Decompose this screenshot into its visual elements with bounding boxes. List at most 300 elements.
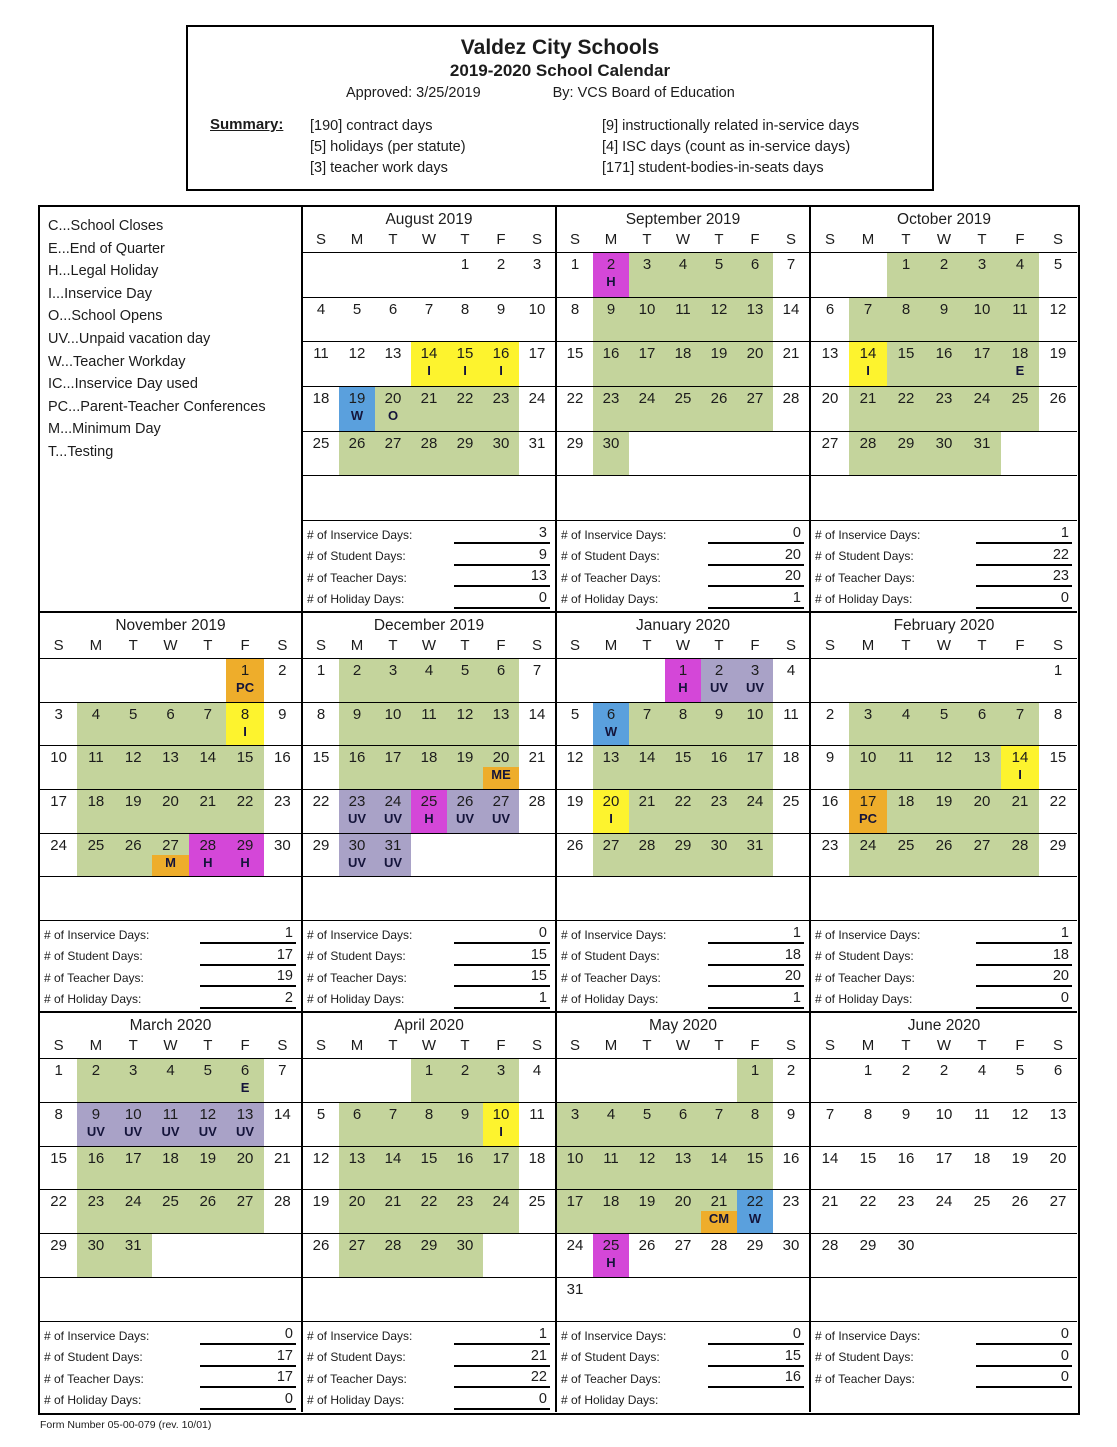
day-number: 22 — [746, 1193, 764, 1211]
day-code: H — [606, 1255, 616, 1271]
day-cell — [339, 1103, 375, 1146]
day-cell — [1001, 1234, 1039, 1277]
day-cell — [447, 1278, 483, 1321]
weekday-label: W — [675, 231, 691, 248]
day-cell — [339, 342, 375, 386]
day-number: 15 — [312, 749, 330, 767]
month-grid — [303, 659, 555, 921]
day-code — [1001, 724, 1039, 746]
day-code — [887, 274, 925, 297]
day-cell — [40, 1103, 77, 1146]
day-code — [375, 363, 411, 386]
weekday-label: W — [421, 1037, 437, 1054]
weekday-header — [557, 231, 809, 253]
week-row — [557, 1234, 809, 1278]
day-number: 7 — [825, 1105, 835, 1123]
day-cell — [811, 1059, 849, 1102]
summary-item: [3] teacher work days — [310, 160, 448, 176]
weekday-label: M — [604, 637, 618, 654]
day-number: 28 — [782, 390, 800, 407]
stat-value: 1 — [454, 1326, 550, 1345]
day-number: 18 — [420, 749, 438, 767]
week-row — [811, 387, 1077, 432]
stat-value: 13 — [454, 568, 550, 587]
stat-value: 18 — [708, 947, 804, 966]
day-code — [773, 319, 809, 342]
day-code: ME — [483, 767, 519, 789]
day-cell — [152, 1278, 189, 1321]
day-number: 24 — [973, 390, 991, 407]
day-code: UV — [347, 854, 367, 870]
day-number: 16 — [87, 1149, 105, 1167]
week-row — [557, 790, 809, 834]
day-code — [115, 1255, 152, 1277]
week-row — [557, 1103, 809, 1147]
day-code — [375, 724, 411, 746]
summary-block — [188, 116, 932, 179]
day-code — [303, 680, 339, 702]
weekday-label: T — [977, 637, 987, 654]
day-number: 13 — [384, 345, 402, 363]
day-number: 27 — [602, 836, 620, 854]
stat-label: # of Inservice Days: — [307, 527, 413, 542]
day-code — [701, 1124, 737, 1146]
day-code — [411, 680, 447, 702]
day-number: 7 — [863, 300, 873, 318]
day-cell — [447, 387, 483, 431]
stat-label: # of Holiday Days: — [44, 992, 142, 1007]
day-number: 1 — [424, 1062, 434, 1079]
day-code — [701, 811, 737, 833]
week-row — [40, 703, 301, 747]
day-cell — [375, 298, 411, 342]
day-number: 13 — [821, 345, 839, 363]
day-number: 9 — [496, 300, 506, 318]
day-cell — [483, 1059, 519, 1102]
day-number: 5 — [642, 1105, 652, 1123]
day-cell — [77, 1103, 114, 1146]
day-cell — [226, 1278, 263, 1321]
day-number: 1 — [240, 662, 250, 679]
day-cell — [665, 298, 701, 342]
day-cell — [963, 1147, 1001, 1190]
week-row — [557, 1059, 809, 1103]
day-number: 25 — [1011, 390, 1029, 407]
day-number: 15 — [236, 749, 254, 767]
day-cell — [519, 253, 555, 297]
day-code — [447, 680, 483, 702]
stat-label: # of Inservice Days: — [44, 1328, 150, 1343]
day-code: H — [606, 274, 616, 289]
day-code — [811, 1255, 849, 1277]
summary-item: [190] contract days — [310, 118, 433, 134]
day-cell — [737, 659, 773, 702]
day-code — [483, 680, 519, 702]
day-code — [152, 1168, 189, 1190]
day-number: 27 — [973, 836, 991, 854]
day-cell — [557, 1059, 593, 1102]
day-code — [737, 811, 773, 833]
week-row — [811, 1234, 1077, 1278]
day-number: 14 — [821, 1149, 839, 1167]
day-code — [701, 855, 737, 877]
day-cell — [737, 253, 773, 297]
day-code — [811, 1168, 849, 1190]
form-number: Form Number 05-00-079 (rev. 10/01) — [40, 1419, 212, 1431]
day-cell — [519, 834, 555, 877]
weekday-label: T — [460, 231, 470, 248]
legend-item: I...Inservice Day — [48, 285, 152, 302]
weekday-label: W — [163, 1037, 178, 1054]
stat-value: 0 — [976, 990, 1072, 1009]
day-cell — [303, 746, 339, 789]
day-number: 29 — [746, 1237, 764, 1255]
stat-label: # of Inservice Days: — [44, 927, 150, 942]
weekday-label: T — [714, 637, 724, 654]
day-code — [925, 363, 963, 386]
day-code: UV — [491, 811, 511, 826]
weekday-label: T — [977, 231, 987, 248]
day-number: 25 — [420, 793, 438, 810]
day-number: 25 — [602, 1237, 620, 1255]
day-code — [1001, 274, 1039, 297]
day-cell — [226, 703, 263, 746]
day-cell — [447, 790, 483, 833]
stat-value: 3 — [454, 525, 550, 544]
day-number: 25 — [782, 793, 800, 810]
day-cell — [226, 1190, 263, 1233]
day-number: 12 — [199, 1105, 217, 1123]
day-number: 7 — [278, 1062, 287, 1079]
day-cell — [963, 253, 1001, 297]
day-number: 21 — [528, 749, 546, 767]
day-cell — [411, 476, 447, 520]
day-cell — [629, 432, 665, 476]
weekday-label: S — [824, 231, 835, 248]
stat-value: 0 — [976, 590, 1072, 609]
day-number: 25 — [528, 1193, 546, 1211]
weekday-label: S — [531, 231, 542, 248]
day-number: 24 — [746, 793, 764, 810]
month-stats — [557, 521, 809, 611]
weekday-label: T — [388, 231, 398, 248]
day-cell — [40, 1147, 77, 1190]
stat-label: # of Student Days: — [561, 549, 660, 564]
day-cell — [557, 432, 593, 476]
day-number: 4 — [166, 1062, 175, 1079]
day-code — [411, 453, 447, 476]
day-number: 8 — [750, 1105, 760, 1123]
day-number: 21 — [638, 793, 656, 810]
day-cell — [264, 703, 301, 746]
day-code — [849, 767, 887, 789]
day-code — [593, 767, 629, 789]
day-cell — [264, 1103, 301, 1146]
day-code — [665, 767, 701, 789]
day-number: 18 — [1011, 345, 1029, 363]
day-code: E — [240, 1080, 250, 1095]
day-number: 17 — [746, 749, 764, 767]
day-cell — [963, 476, 1001, 520]
day-code: UV — [455, 811, 475, 826]
stat-label: # of Teacher Days: — [307, 570, 407, 585]
day-code: UV — [86, 1123, 105, 1139]
week-row — [40, 1103, 301, 1147]
day-number: 30 — [456, 1237, 474, 1255]
day-cell — [737, 387, 773, 431]
day-cell — [557, 298, 593, 342]
stat-value: 0 — [200, 1391, 296, 1410]
day-number: 8 — [570, 300, 580, 318]
header-box — [186, 25, 934, 191]
stat-label: # of Inservice Days: — [815, 1328, 921, 1343]
day-cell — [483, 476, 519, 520]
day-number: 18 — [782, 749, 800, 767]
day-number: 28 — [821, 1237, 839, 1255]
day-number: 16 — [821, 793, 839, 810]
day-cell — [665, 1278, 701, 1321]
day-number: 25 — [674, 390, 692, 407]
month-march-2020 — [40, 1011, 301, 1412]
week-row — [303, 834, 555, 878]
day-cell — [447, 1103, 483, 1146]
day-cell — [811, 298, 849, 342]
day-number: 19 — [312, 1193, 330, 1211]
day-number: 7 — [714, 1105, 724, 1123]
day-code — [483, 1080, 519, 1102]
day-code: W — [350, 408, 364, 423]
stat-value: 1 — [708, 590, 804, 609]
day-code: I — [866, 363, 870, 379]
day-number: 24 — [528, 390, 546, 407]
day-cell — [483, 746, 519, 789]
day-code — [264, 1124, 301, 1146]
day-cell — [519, 298, 555, 342]
day-number: 27 — [821, 434, 839, 452]
month-title: December 2019 — [373, 617, 485, 634]
day-code — [963, 724, 1001, 746]
day-code — [773, 1080, 809, 1102]
day-number: 17 — [124, 1149, 142, 1167]
day-number: 18 — [312, 390, 330, 407]
day-cell — [593, 1190, 629, 1233]
day-number: 31 — [384, 836, 402, 854]
week-row — [811, 253, 1077, 298]
day-cell — [629, 476, 665, 520]
day-cell — [303, 834, 339, 877]
day-cell — [375, 1059, 411, 1102]
stat-row — [557, 567, 809, 589]
day-cell — [593, 1103, 629, 1146]
day-cell — [447, 1147, 483, 1190]
day-code — [737, 363, 773, 386]
weekday-label: T — [901, 231, 911, 248]
day-cell — [925, 387, 963, 431]
month-april-2020 — [301, 1011, 555, 1412]
day-code — [264, 1168, 301, 1190]
day-number: 6 — [678, 1105, 688, 1123]
day-code — [447, 1255, 483, 1277]
day-code — [811, 363, 849, 386]
day-code — [152, 767, 189, 789]
weekday-label: M — [861, 231, 875, 248]
month-grid — [40, 1059, 301, 1322]
day-cell — [629, 342, 665, 386]
day-cell — [557, 253, 593, 297]
stat-row — [557, 1390, 809, 1412]
day-number: 24 — [859, 836, 877, 854]
day-number: 3 — [863, 705, 873, 723]
day-cell — [557, 834, 593, 877]
day-cell — [375, 1147, 411, 1190]
day-cell — [701, 1147, 737, 1190]
weekday-label: S — [569, 1037, 580, 1054]
day-code — [593, 453, 629, 476]
weekday-label: T — [714, 1037, 724, 1054]
day-code — [887, 453, 925, 476]
day-code — [887, 1124, 925, 1146]
day-number: 11 — [88, 749, 104, 767]
day-number: 17 — [50, 793, 67, 810]
day-cell — [1001, 253, 1039, 297]
day-number: 20 — [384, 390, 402, 407]
month-grid — [811, 659, 1077, 921]
stat-row — [303, 967, 555, 989]
day-number: 27 — [1049, 1193, 1067, 1211]
day-number: 23 — [710, 793, 728, 810]
weekday-label: F — [750, 637, 760, 654]
stat-label: # of Inservice Days: — [815, 527, 921, 542]
day-cell — [1001, 342, 1039, 386]
day-cell — [519, 746, 555, 789]
day-cell — [1039, 298, 1077, 342]
day-cell — [40, 834, 77, 877]
day-code — [77, 1080, 114, 1102]
day-cell — [773, 298, 809, 342]
day-code — [925, 767, 963, 789]
day-code — [77, 1255, 114, 1277]
day-cell — [629, 834, 665, 877]
day-code — [1039, 363, 1077, 386]
day-code — [811, 1211, 849, 1233]
day-number: 13 — [674, 1149, 692, 1167]
stat-value: 16 — [708, 1369, 804, 1388]
day-number: 20 — [602, 793, 620, 810]
day-cell — [40, 659, 77, 702]
day-code — [1001, 1080, 1039, 1102]
day-code — [339, 1211, 375, 1233]
day-cell — [411, 790, 447, 833]
day-code — [264, 724, 301, 746]
day-number: 12 — [638, 1149, 656, 1167]
week-row — [303, 1147, 555, 1191]
day-cell — [557, 387, 593, 431]
day-code — [447, 408, 483, 431]
stat-row — [303, 1325, 555, 1347]
day-code — [887, 767, 925, 789]
day-cell — [925, 432, 963, 476]
stat-row — [40, 946, 301, 968]
day-cell — [665, 1190, 701, 1233]
day-cell — [411, 746, 447, 789]
day-number: 31 — [528, 434, 546, 452]
day-cell — [629, 298, 665, 342]
day-code — [629, 1211, 665, 1233]
day-number: 28 — [199, 836, 217, 854]
month-december-2019 — [301, 611, 555, 1011]
day-cell — [1001, 432, 1039, 476]
weekday-label: S — [785, 1037, 796, 1054]
day-number: 13 — [602, 749, 620, 767]
stat-label: # of Teacher Days: — [561, 1371, 661, 1386]
day-cell — [339, 746, 375, 789]
day-code — [303, 1255, 339, 1277]
day-code — [303, 319, 339, 342]
day-code — [447, 767, 483, 789]
day-code: UV — [745, 680, 765, 695]
legend-item: M...Minimum Day — [48, 421, 161, 438]
day-cell — [483, 298, 519, 342]
day-cell — [411, 1059, 447, 1102]
day-cell — [40, 1234, 77, 1277]
day-code: I — [499, 1123, 503, 1139]
day-code — [264, 1080, 301, 1102]
day-cell — [375, 1190, 411, 1233]
day-number: 24 — [566, 1237, 584, 1255]
day-code — [411, 1211, 447, 1233]
stat-row — [557, 967, 809, 989]
day-number: 11 — [1012, 300, 1028, 318]
day-cell — [665, 432, 701, 476]
day-code — [701, 363, 737, 386]
day-cell — [339, 253, 375, 297]
day-number: 21 — [1011, 793, 1029, 810]
legend — [40, 207, 301, 611]
day-number: 7 — [203, 705, 212, 723]
day-cell — [519, 1059, 555, 1102]
stat-row — [557, 1368, 809, 1390]
day-cell — [593, 659, 629, 702]
day-cell — [887, 387, 925, 431]
stat-row — [40, 1347, 301, 1369]
stat-row — [40, 1368, 301, 1390]
stat-label: # of Holiday Days: — [307, 592, 405, 607]
day-cell — [811, 659, 849, 702]
day-cell — [339, 790, 375, 833]
day-number: 24 — [50, 836, 67, 854]
weekday-header — [40, 1037, 301, 1059]
day-cell — [701, 1278, 737, 1321]
stat-label: # of Holiday Days: — [307, 992, 405, 1007]
weekday-label: S — [824, 637, 835, 654]
summary-item: [4] ISC days (count as in-service days) — [602, 139, 851, 155]
weekday-label: S — [824, 1037, 835, 1054]
day-code — [339, 724, 375, 746]
day-number: 9 — [714, 705, 724, 723]
day-cell — [811, 1147, 849, 1190]
day-cell — [925, 1147, 963, 1190]
day-cell — [811, 253, 849, 297]
stat-value: 18 — [976, 947, 1072, 966]
day-number: 26 — [348, 434, 366, 452]
day-code — [849, 1168, 887, 1190]
day-number: 31 — [973, 434, 991, 452]
month-november-2019 — [40, 611, 301, 1011]
day-cell — [963, 790, 1001, 833]
stat-value: 20 — [708, 547, 804, 566]
month-stats — [303, 921, 555, 1011]
day-cell — [849, 298, 887, 342]
